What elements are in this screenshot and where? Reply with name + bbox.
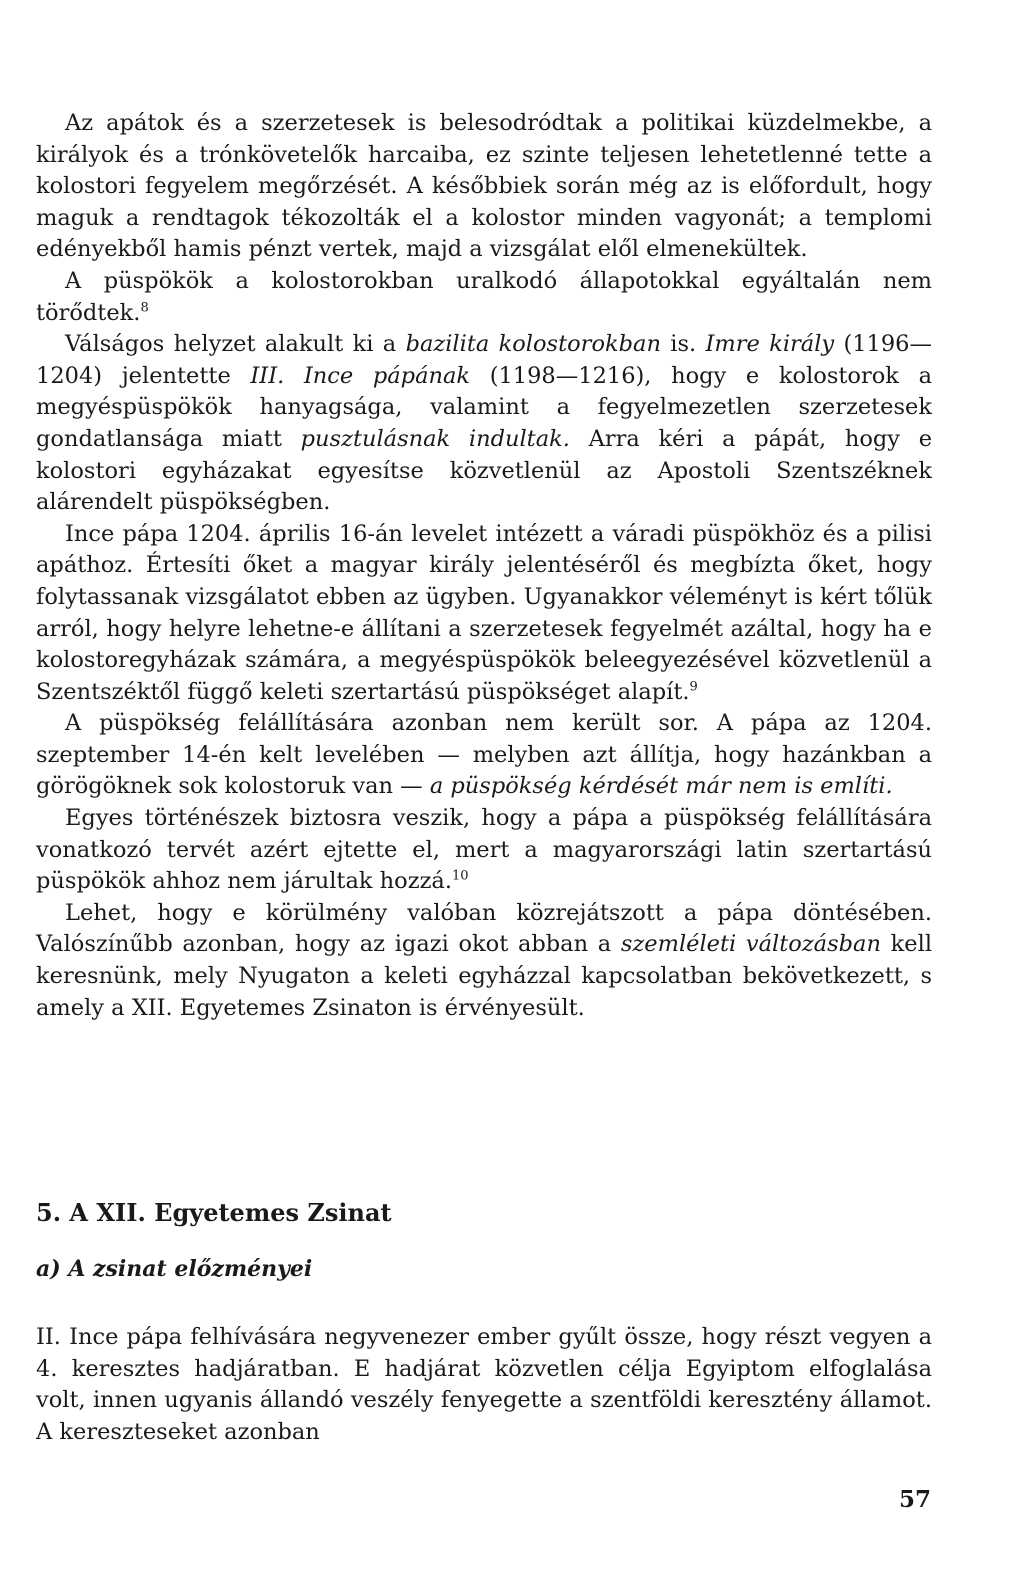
section-title: 5. A XII. Egyetemes Zsinat	[36, 1198, 392, 1227]
paragraph-3-emphasis-d: pusztulásnak indultak.	[300, 425, 570, 452]
paragraph-5	[36, 708, 932, 803]
paragraph-3-emphasis-a: bazilita kolostorokban	[405, 331, 661, 358]
paragraph-2-text: A püspökök a kolostorokban uralkodó állapotokkal egyáltalán nem törődtek.	[36, 267, 932, 326]
paragraph-4	[36, 519, 932, 709]
main-text	[36, 108, 932, 1024]
paragraph-7	[36, 898, 932, 1024]
subsection-title: a) A zsinat előzményei	[36, 1256, 313, 1282]
section-text	[36, 1322, 932, 1448]
paragraph-4-text: Ince pápa 1204. április 16-án levelet intézett a váradi püspökhöz és a pilisi apáthoz. Értesíti őket a magyar király jelentéséről és megbízta őket, hogy folytassanak vizsgálatot ebben az ügyben. Ugyanakkor véleményt is kért tőlük arról, hogy helyre lehetne-e állítani a szerzetesek fegyelmét azáltal, hogy ha e kolostoregyházak számára, a megyéspüspökök beleegyezésével közvetlenül a Szentszéktől függő keleti szertartású püspökséget alapít.	[36, 520, 932, 705]
paragraph-3-emphasis-b: Imre király	[705, 331, 835, 358]
paragraph-5-text: A püspökség felállítására azonban nem került sor. A pápa az 1204. szeptember 14-én kelt levelében — melyben azt állítja, hogy hazánkban a görögöknek sok kolostoruk van —	[36, 710, 932, 800]
paragraph-3-text-d: (1198—1216), hogy e kolostorok a megyéspüspökök hanyagsága, valamint a fegyelmezetlen szerzetesek gondatlansága miatt	[36, 362, 932, 452]
paragraph-3	[36, 329, 932, 519]
paragraph-7-text-b: kell keresnünk, mely Nyugaton a keleti egyházzal kapcsolatban bekövetkezett, s amely a XII. Egyetemes Zsinaton is érvényesült.	[36, 931, 933, 1021]
paragraph-7-text-a: Lehet, hogy e körülmény valóban közrejátszott a pápa döntésében. Valószínűbb azonban, hogy az igazi okot abban a	[36, 899, 932, 958]
paragraph-3-text-a: Válságos helyzet alakult ki a	[65, 331, 406, 358]
paragraph-3-text-e: Arra kéri a pápát, hogy e kolostori egyházakat egyesítse közvetlenül az Apostoli Szentszéknek alárendelt püspökségben.	[36, 425, 933, 516]
page-number: 57	[898, 1486, 931, 1513]
paragraph-1: Az apátok és a szerzetesek is belesodródtak a politikai küzdelmekbe, a királyok és a trónkövetelők harcaiba, ez szinte teljesen lehetetlenné tette a kolostori fegyelem megőrzését. A későbbiek során még az is előfordult, hogy maguk a rendtagok tékozolták el a kolostor minden vagyonát; a templomi edényekből hamis pénzt vertek, majd a vizsgálat elől elmenekültek.	[36, 110, 932, 263]
paragraph-2	[36, 266, 932, 329]
paragraph-3-emphasis-c: III. Ince pápának	[250, 362, 471, 389]
paragraph-6-text: Egyes történészek biztosra veszik, hogy a pápa a püspökség felállítására vonatkozó tervét azért ejtette el, mert a magyarországi latin szertartású püspökök ahhoz nem járultak hozzá.	[36, 805, 932, 895]
paragraph-5-emphasis: a püspökség kérdését már nem is említi.	[429, 773, 893, 800]
paragraph-7-emphasis: szemléleti változásban	[620, 931, 881, 958]
section-paragraph-1: II. Ince pápa felhívására negyvenezer ember gyűlt össze, hogy részt vegyen a 4. keresztes hadjáratban. E hadjárat közvetlen célja Egyiptom elfoglalása volt, innen ugyanis állandó veszély fenyegette a szentföldi keresztény államot. A kereszteseket azonban	[36, 1324, 932, 1445]
paragraph-3-text-b: is.	[660, 331, 706, 358]
footnote-ref-10: 10	[452, 868, 469, 884]
paragraph-3-text-c: (1196—1204) jelentette	[36, 331, 932, 389]
paragraph-6	[36, 803, 932, 898]
footnote-ref-9: 9	[689, 679, 698, 695]
footnote-ref-8: 8	[140, 300, 149, 316]
